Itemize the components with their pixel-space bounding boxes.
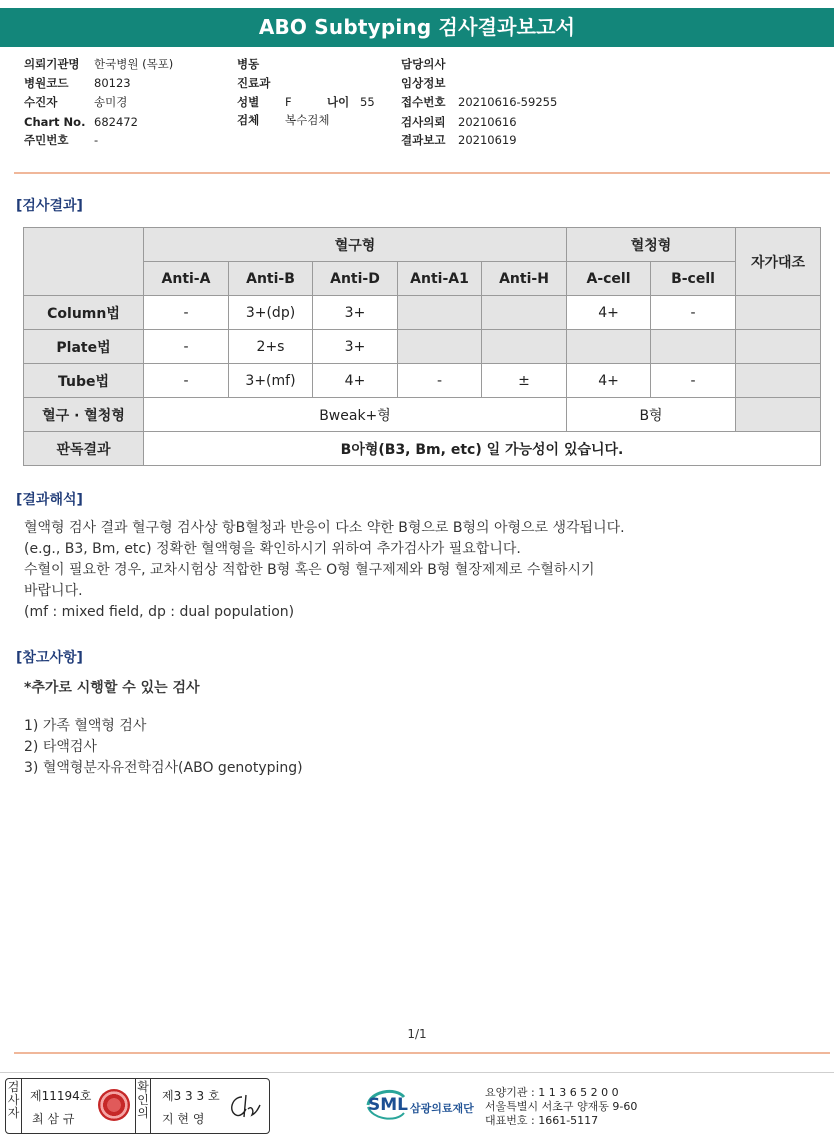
info-row-sex-age: [237, 94, 375, 111]
header-cell-group: 혈구형: [144, 228, 567, 262]
info-label: 성별: [237, 95, 260, 109]
table-cell: 3+(mf): [229, 364, 313, 398]
section-title-interpretation: [결과해석]: [16, 492, 83, 508]
info-label: 검체: [237, 113, 260, 127]
table-row-tube: [24, 364, 821, 398]
row-label: Column법: [24, 296, 144, 330]
confirmer-license: 제3 3 3 호: [162, 1089, 220, 1103]
info-value: 한국병원 (목포): [94, 57, 174, 71]
row-label: Plate법: [24, 330, 144, 364]
info-row-chart: [24, 114, 138, 131]
table-cell: ±: [482, 364, 567, 398]
table-cell: 4+: [567, 364, 651, 398]
reference-block: [24, 677, 303, 779]
reference-list: [24, 716, 303, 779]
table-cell-auto: [736, 364, 821, 398]
table-header-row-1: [24, 228, 821, 262]
serum-type-value: B형: [567, 398, 736, 432]
info-row-patient: [24, 94, 127, 111]
table-row-column: [24, 296, 821, 330]
table-cell-auto: [736, 330, 821, 364]
section-title-reference: [참고사항]: [16, 650, 83, 666]
info-row-clinical: [401, 75, 458, 92]
info-row-ward: [237, 56, 259, 73]
confirmer-label: 확인의: [135, 1079, 151, 1133]
table-cell: 3+(dp): [229, 296, 313, 330]
info-value: 20210616-59255: [458, 95, 558, 109]
info-value: 송미경: [94, 95, 128, 109]
table-row-plate: [24, 330, 821, 364]
list-item: 3) 혈액형분자유전학검사(ABO genotyping): [24, 760, 303, 776]
table-cell-auto: [736, 398, 821, 432]
row-label: Tube법: [24, 364, 144, 398]
sml-logo: [366, 1085, 486, 1125]
info-label: 주민번호: [24, 133, 69, 147]
info-row-specimen: [237, 112, 329, 129]
company-info: [485, 1086, 637, 1128]
section-title-results: [검사결과]: [16, 198, 83, 214]
info-value: -: [94, 133, 99, 147]
info-row-resident-number: [24, 132, 98, 149]
info-label: 담당의사: [401, 57, 446, 71]
table-cell: 3+: [313, 296, 398, 330]
header-anti-h: Anti-H: [482, 262, 567, 296]
table-corner-cell: [24, 228, 144, 296]
list-item: 1) 가족 혈액형 검사: [24, 718, 147, 734]
header-anti-a: Anti-A: [144, 262, 229, 296]
interpretation-line: (mf : mixed field, dp : dual population): [24, 604, 295, 620]
info-value: F: [285, 95, 292, 109]
header-b-cell: B-cell: [651, 262, 736, 296]
header-anti-d: Anti-D: [313, 262, 398, 296]
judgement-value: B아형(B3, Bm, etc) 일 가능성이 있습니다.: [144, 432, 821, 466]
table-cell: [651, 330, 736, 364]
info-label: 의뢰기관명: [24, 57, 80, 71]
org-name: 삼광의료재단: [410, 1102, 474, 1115]
table-cell: -: [144, 364, 229, 398]
logo-text: SML: [368, 1095, 408, 1115]
inspector-label: 검사자: [6, 1079, 22, 1133]
table-cell: -: [144, 296, 229, 330]
info-row-receipt: [401, 94, 557, 111]
page-number: 1/1: [407, 1027, 427, 1041]
report-title: ABO Subtyping 검사결과보고서: [0, 8, 834, 47]
interpretation-line: (e.g., B3, Bm, etc) 정확한 혈액형을 확인하시기 위하여 추가검사가 필요합니다.: [24, 541, 521, 557]
info-row-hospital-code: [24, 75, 131, 92]
header-divider: [14, 172, 830, 174]
cell-type-value: Bweak+형: [144, 398, 567, 432]
info-value: 20210616: [458, 115, 517, 129]
header-a-cell: A-cell: [567, 262, 651, 296]
info-value: 20210619: [458, 133, 517, 147]
list-item: 2) 타액검사: [24, 739, 97, 755]
info-value: 55: [360, 95, 375, 109]
info-row-institution: [24, 56, 173, 73]
signature-icon: [224, 1089, 264, 1123]
info-row-doctor: [401, 56, 458, 73]
table-cell: [398, 296, 482, 330]
info-label: Chart No.: [24, 115, 86, 129]
table-cell: [482, 330, 567, 364]
info-label: 접수번호: [401, 95, 446, 109]
table-header-row-2: [24, 262, 821, 296]
info-label: 임상정보: [401, 76, 446, 90]
info-value: 80123: [94, 76, 131, 90]
info-row-dept: [237, 75, 270, 92]
interpretation-line: 수혈이 필요한 경우, 교차시험상 적합한 B형 혹은 O형 혈구제제와 B형 혈장제제로 수혈하시기: [24, 562, 595, 578]
interpretation-line: 혈액형 검사 결과 혈구형 검사상 항B혈청과 반응이 다소 약한 B형으로 B형의 아형으로 생각됩니다.: [24, 520, 625, 536]
table-cell: 4+: [567, 296, 651, 330]
table-cell: [567, 330, 651, 364]
footer-divider: [14, 1052, 830, 1054]
header-auto-control: 자가대조: [736, 228, 821, 296]
info-row-report-date: [401, 132, 517, 149]
header-anti-a1: Anti-A1: [398, 262, 482, 296]
info-value: 복수검체: [285, 113, 330, 127]
company-line: 서울특별시 서초구 양재동 9-60: [485, 1100, 638, 1113]
footer-rule: [0, 1072, 834, 1073]
patient-info: [0, 54, 834, 164]
table-cell: -: [651, 296, 736, 330]
table-cell: [398, 330, 482, 364]
interpretation-text: [24, 518, 625, 623]
results-table: [23, 227, 821, 466]
inspector-name: 최 삼 규: [32, 1112, 75, 1126]
reference-subtitle: *추가로 시행할 수 있는 검사: [24, 680, 200, 696]
official-seal-icon: [98, 1089, 130, 1121]
info-value: 682472: [94, 115, 138, 129]
table-cell: [482, 296, 567, 330]
company-line: 대표번호 : 1661-5117: [485, 1114, 599, 1127]
confirmer-name: 지 현 영: [162, 1112, 205, 1126]
header-serum-group: 혈청형: [567, 228, 736, 262]
table-cell: -: [398, 364, 482, 398]
signature-box: [5, 1078, 270, 1134]
table-row-type: [24, 398, 821, 432]
info-label: 검사의뢰: [401, 115, 446, 129]
inspector-license: 제11194호: [30, 1089, 92, 1103]
table-cell-auto: [736, 296, 821, 330]
table-cell: -: [651, 364, 736, 398]
company-line: 요양기관 : 1 1 3 6 5 2 0 0: [485, 1086, 619, 1099]
row-label: 판독결과: [24, 432, 144, 466]
info-label: 병원코드: [24, 76, 69, 90]
info-label: 진료과: [237, 76, 271, 90]
interpretation-line: 바랍니다.: [24, 583, 83, 599]
table-row-judgement: [24, 432, 821, 466]
table-cell: 2+s: [229, 330, 313, 364]
info-row-request-date: [401, 114, 517, 131]
table-cell: 3+: [313, 330, 398, 364]
table-cell: 4+: [313, 364, 398, 398]
header-anti-b: Anti-B: [229, 262, 313, 296]
table-cell: -: [144, 330, 229, 364]
info-label: 수진자: [24, 95, 58, 109]
info-label: 나이: [327, 95, 350, 109]
info-label: 병동: [237, 57, 260, 71]
info-label: 결과보고: [401, 133, 446, 147]
row-label: 혈구 · 혈청형: [24, 398, 144, 432]
